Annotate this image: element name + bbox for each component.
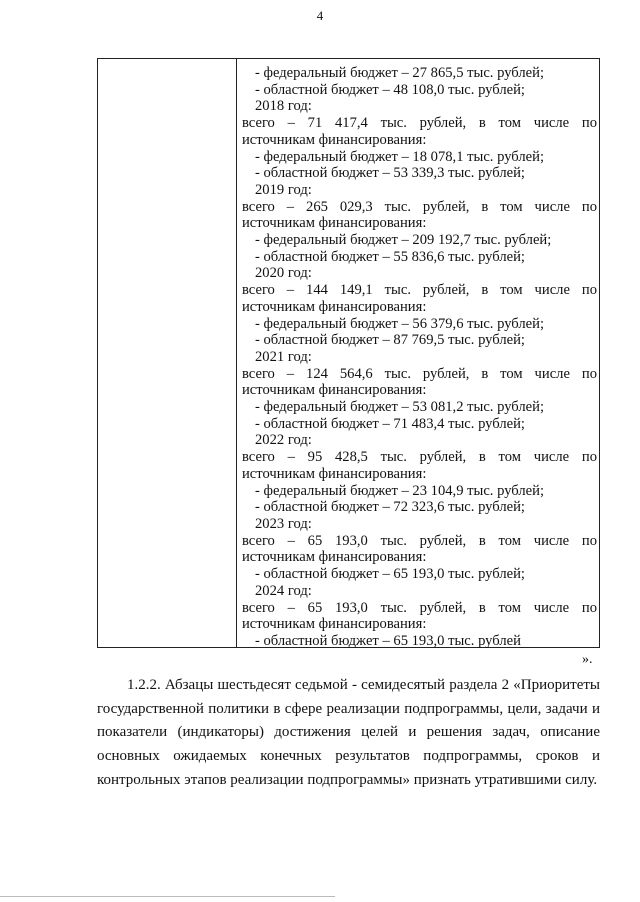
budget-line: источникам финансирования: xyxy=(242,382,427,399)
budget-line: - областной бюджет – 53 339,3 тыс. рублей; xyxy=(255,165,525,182)
budget-line: 2023 год: xyxy=(255,515,312,532)
budget-line: 2022 год: xyxy=(255,432,312,449)
body-paragraph: 1.2.2. Абзацы шестьдесят седьмой - семидесятый раздела 2 «Приоритеты государственной политики в сфере реализации подпрограммы, цели, задачи и показатели (индикаторы) достижения целей и решения задач, описание основных ожидаемых конечных результатов подпрограммы, сроков и контрольных этапов реализации подпрограммы» признать утратившими силу. xyxy=(97,677,600,788)
budget-line: всего – 95 428,5 тыс. рублей, в том числе по xyxy=(242,449,597,466)
budget-line: - областной бюджет – 72 323,6 тыс. рублей; xyxy=(255,499,525,516)
budget-line: - областной бюджет – 65 193,0 тыс. рублей; xyxy=(255,566,525,583)
page-number: 4 xyxy=(316,8,324,23)
budget-line: - федеральный бюджет – 56 379,6 тыс. рублей; xyxy=(255,315,544,332)
budget-line: 2021 год: xyxy=(255,348,312,365)
budget-line: - федеральный бюджет – 53 081,2 тыс. рублей; xyxy=(255,399,544,416)
budget-line: всего – 144 149,1 тыс. рублей, в том числе по xyxy=(242,282,597,299)
budget-line: всего – 124 564,6 тыс. рублей, в том числе по xyxy=(242,365,597,382)
budget-line: источникам финансирования: xyxy=(242,215,427,232)
column-divider xyxy=(236,59,237,647)
budget-line: - областной бюджет – 48 108,0 тыс. рублей; xyxy=(255,81,525,98)
budget-line: 2019 год: xyxy=(255,181,312,198)
budget-line: всего – 71 417,4 тыс. рублей, в том числе по xyxy=(242,115,597,132)
budget-line: 2024 год: xyxy=(255,582,312,599)
budget-line: 2018 год: xyxy=(255,98,312,115)
budget-lines xyxy=(242,65,597,650)
bottom-rule xyxy=(0,896,335,897)
budget-line: - федеральный бюджет – 27 865,5 тыс. рублей; xyxy=(255,65,544,81)
budget-line: 2020 год: xyxy=(255,265,312,282)
budget-table xyxy=(97,58,600,648)
budget-line: всего – 65 193,0 тыс. рублей, в том числе по xyxy=(242,532,597,549)
budget-line: источникам финансирования: xyxy=(242,465,427,482)
budget-line: источникам финансирования: xyxy=(242,131,427,148)
budget-line: - федеральный бюджет – 209 192,7 тыс. рублей; xyxy=(255,232,552,249)
budget-line: источникам финансирования: xyxy=(242,549,427,566)
budget-line: всего – 265 029,3 тыс. рублей, в том числе по xyxy=(242,198,597,215)
budget-line: - федеральный бюджет – 23 104,9 тыс. рублей; xyxy=(255,482,544,499)
budget-line: - областной бюджет – 71 483,4 тыс. рублей; xyxy=(255,415,525,432)
budget-line: - федеральный бюджет – 18 078,1 тыс. рублей; xyxy=(255,148,544,165)
budget-line: - областной бюджет – 55 836,6 тыс. рублей; xyxy=(255,248,525,265)
budget-line: источникам финансирования: xyxy=(242,298,427,315)
budget-line: - областной бюджет – 65 193,0 тыс. рублей xyxy=(255,632,521,649)
closing-quote: ». xyxy=(582,652,593,667)
budget-line: источникам финансирования: xyxy=(242,616,427,633)
budget-line: - областной бюджет – 87 769,5 тыс. рублей; xyxy=(255,332,525,349)
budget-line: всего – 65 193,0 тыс. рублей, в том числе по xyxy=(242,599,597,616)
